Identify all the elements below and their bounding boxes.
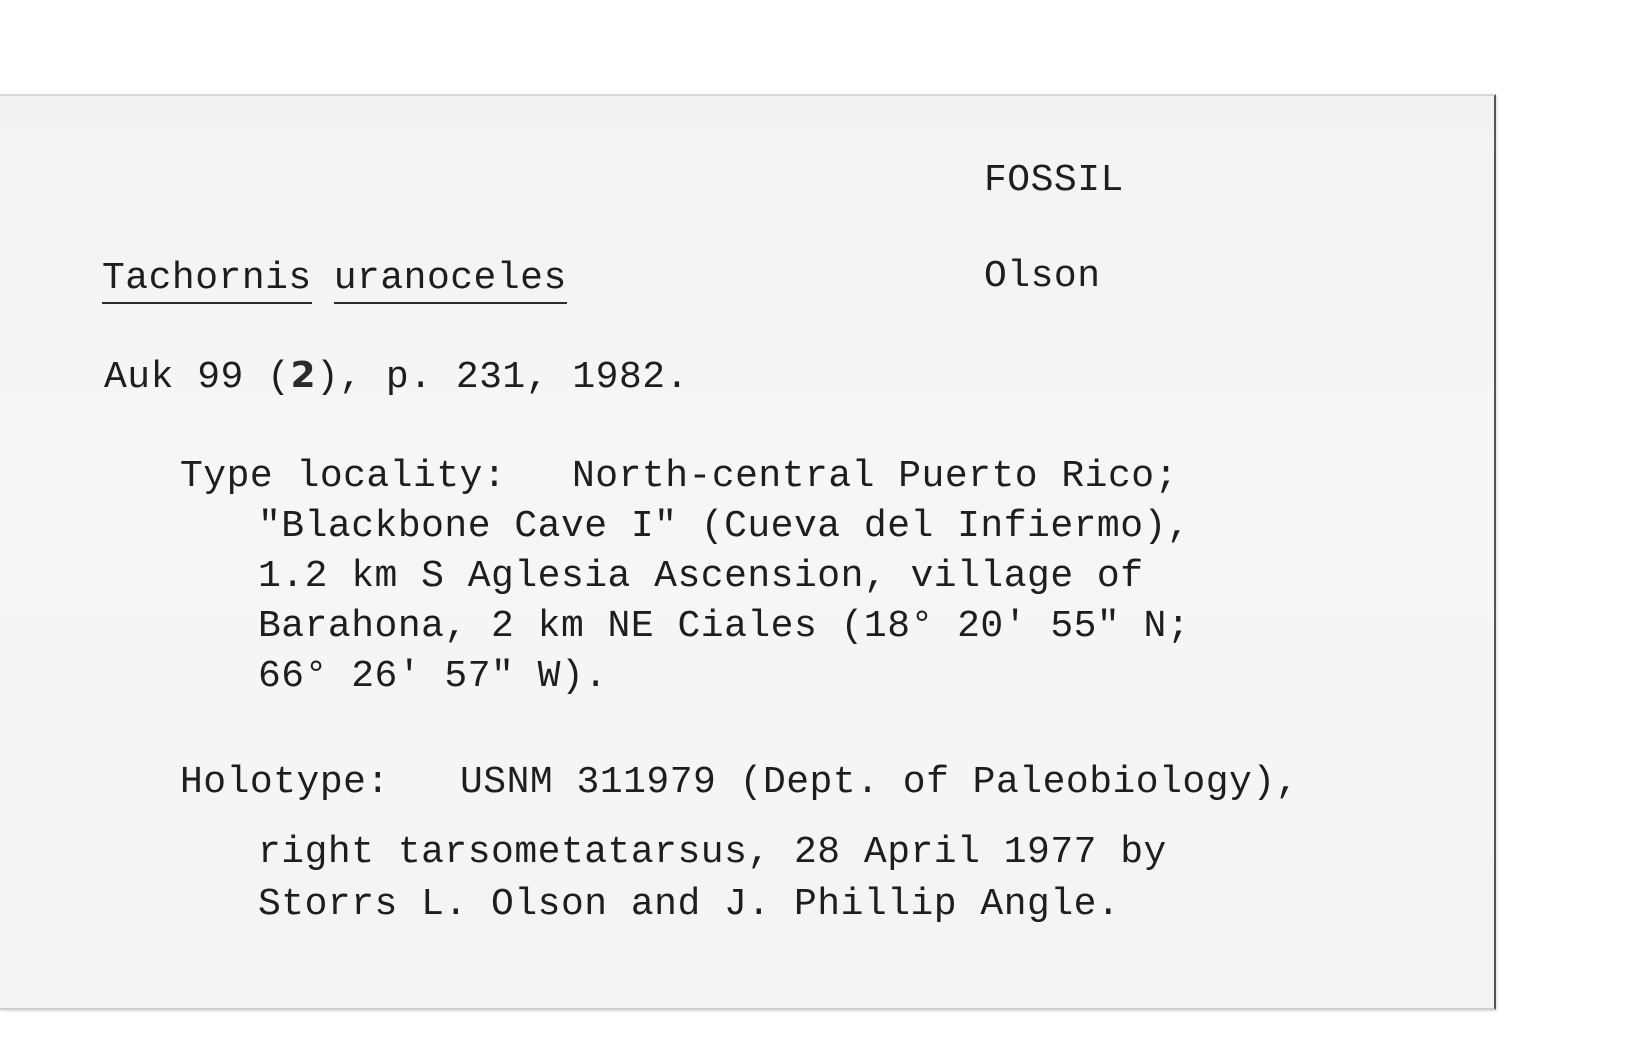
holotype-line: Storrs L. Olson and J. Phillip Angle. [258,883,1121,926]
holotype-line: right tarsometatarsus, 28 April 1977 by [258,831,1167,874]
type-locality-line: Barahona, 2 km NE Ciales (18° 20' 55" N; [258,605,1191,648]
genus-name: Tachornis [102,260,312,304]
holotype-line: USNM 311979 (Dept. of Paleobiology), [460,761,1299,804]
type-locality-line: 66° 26' 57" W). [258,655,608,698]
citation [104,355,689,399]
category-label: FOSSIL [984,159,1124,202]
type-locality-line: "Blackbone Cave I" (Cueva del Infiermo), [258,505,1191,548]
handwritten-issue-number: 2 [290,355,316,396]
type-locality-line: North-central Puerto Rico; [572,455,1178,498]
citation-prefix: Auk 99 ( [104,356,291,399]
species-name: uranoceles [334,260,567,304]
taxon-author: Olson [984,255,1101,298]
specimen-card [0,94,1496,1010]
citation-suffix: ), p. 231, 1982. [316,356,689,399]
type-locality-label: Type locality: [180,455,507,498]
type-locality-line: 1.2 km S Aglesia Ascension, village of [258,555,1144,598]
taxon-name [102,257,567,304]
holotype-label: Holotype: [180,761,390,804]
